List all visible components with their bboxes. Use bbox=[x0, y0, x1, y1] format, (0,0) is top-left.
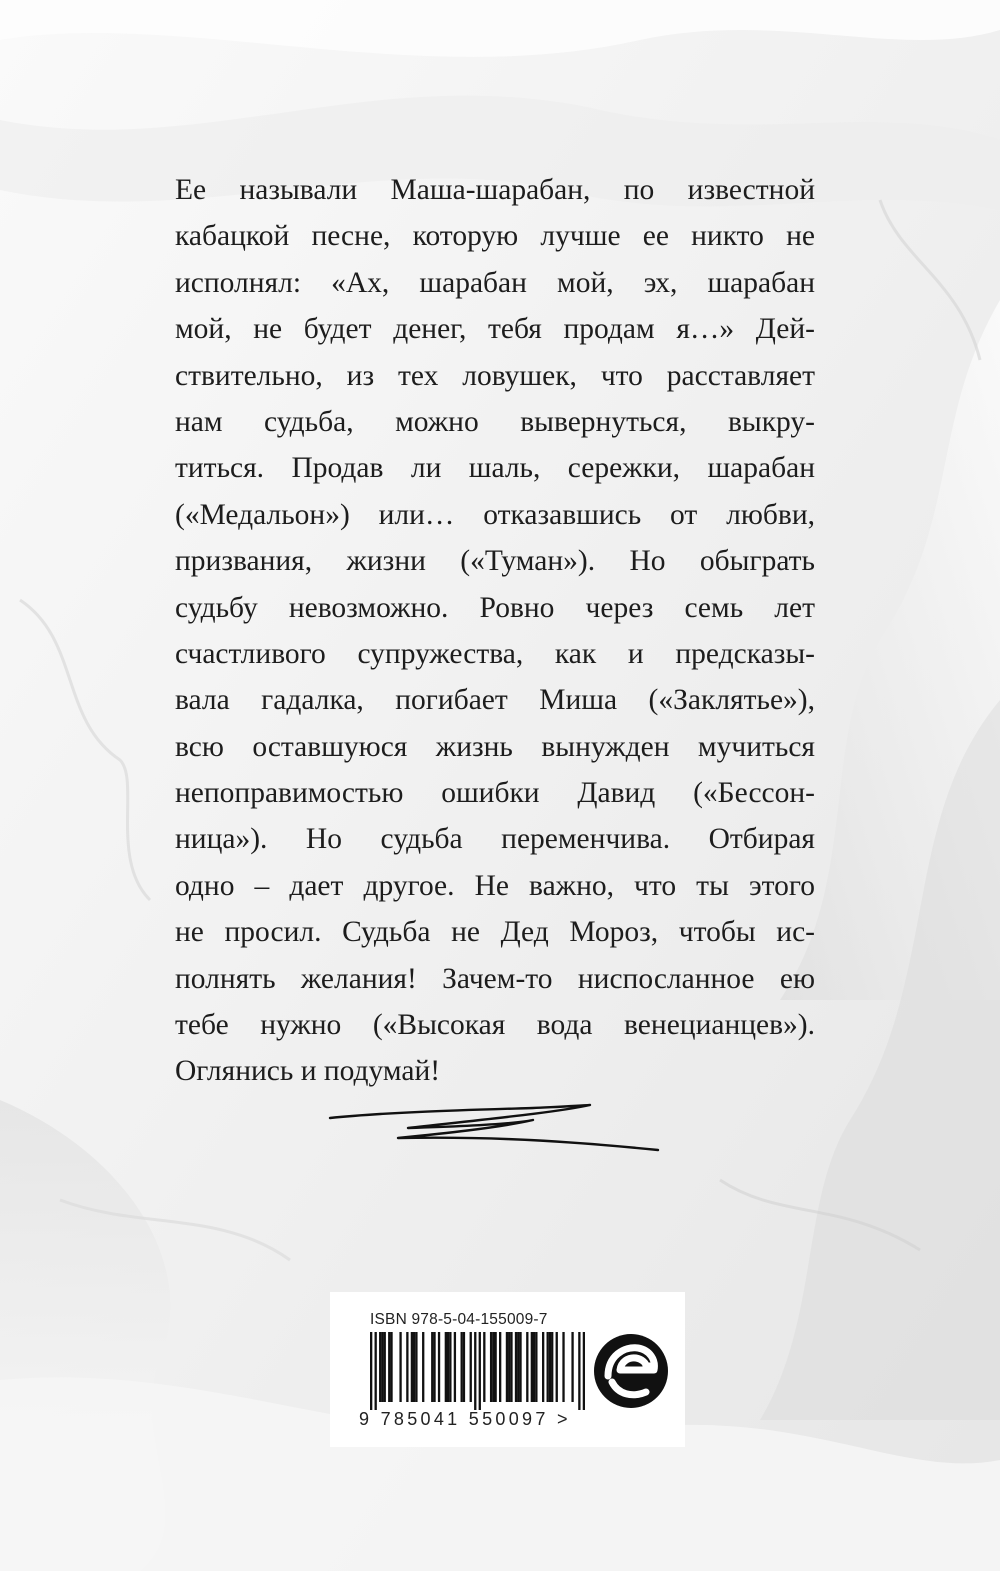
barcode-bar bbox=[551, 1332, 553, 1402]
barcode-bar bbox=[506, 1332, 508, 1402]
barcode-bar bbox=[517, 1332, 519, 1402]
annotation-text bbox=[175, 167, 815, 1095]
barcode-bar bbox=[388, 1332, 390, 1402]
barcode-bar bbox=[433, 1332, 435, 1402]
barcode-bar bbox=[375, 1332, 377, 1410]
annotation-line: непоправимостью ошибки Давид («Бессон- bbox=[175, 777, 815, 810]
barcode-bar bbox=[499, 1332, 501, 1402]
annotation-line: Оглянись и подумай! bbox=[175, 1055, 441, 1088]
barcode-bar bbox=[494, 1332, 496, 1402]
barcode-bar bbox=[578, 1332, 580, 1410]
annotation-line: всю оставшуюся жизнь вынужден мучиться bbox=[175, 730, 815, 763]
isbn-barcode-block bbox=[330, 1292, 685, 1447]
barcode-bar bbox=[474, 1332, 476, 1410]
annotation-line: одно – дает другое. Не важно, что ты этого bbox=[175, 869, 815, 902]
barcode-bar bbox=[510, 1332, 512, 1402]
annotation-line: счастливого супружества, как и предсказы- bbox=[175, 637, 815, 670]
barcode-bar bbox=[492, 1332, 494, 1402]
barcode-bar bbox=[461, 1332, 463, 1402]
annotation-line: мой, не будет денег, тебя продам я…» Дей- bbox=[175, 313, 815, 346]
barcode-bar bbox=[431, 1332, 433, 1402]
barcode-bar bbox=[535, 1332, 537, 1402]
annotation-line: полнять желания! Зачем-то ниспосланное ею bbox=[175, 962, 815, 995]
signature-flourish bbox=[328, 1090, 664, 1160]
barcode-bar bbox=[533, 1332, 535, 1402]
barcode-bar bbox=[556, 1332, 558, 1402]
annotation-line: нам судьба, можно вывернуться, выкру- bbox=[175, 405, 815, 438]
barcode-bar bbox=[515, 1332, 517, 1402]
annotation-line: титься. Продав ли шаль, сережки, шарабан bbox=[175, 452, 815, 485]
barcode-bar bbox=[413, 1332, 415, 1402]
barcode-bar bbox=[526, 1332, 528, 1402]
annotation-line: исполнял: «Ах, шарабан мой, эх, шарабан bbox=[175, 266, 815, 299]
annotation-line: («Медальон») или… отказавшись от любви, bbox=[175, 498, 815, 531]
barcode-bar bbox=[562, 1332, 564, 1402]
barcode-bar bbox=[519, 1332, 521, 1402]
barcode-bar bbox=[449, 1332, 451, 1402]
barcode-bar bbox=[445, 1332, 447, 1402]
barcode-bar bbox=[399, 1332, 401, 1402]
barcode-bar bbox=[483, 1332, 485, 1402]
barcode-bar bbox=[370, 1332, 372, 1410]
barcode-bar bbox=[454, 1332, 456, 1402]
annotation-line: судьбу невозможно. Ровно через семь лет bbox=[175, 591, 815, 624]
barcode-bar bbox=[583, 1332, 585, 1410]
barcode-bar bbox=[438, 1332, 440, 1402]
barcode-bar bbox=[463, 1332, 465, 1402]
barcode-bar bbox=[415, 1332, 417, 1402]
barcode-bar bbox=[490, 1332, 492, 1402]
barcode-bar bbox=[531, 1332, 533, 1402]
barcode-bar bbox=[384, 1332, 386, 1402]
barcode-bar bbox=[479, 1332, 481, 1410]
barcode-digits: 9 785041 550097 > bbox=[359, 1409, 571, 1429]
barcode-bar bbox=[542, 1332, 544, 1402]
barcode-bar bbox=[549, 1332, 551, 1402]
annotation-line: призвания, жизни («Туман»). Но обыграть bbox=[175, 545, 815, 578]
eksmo-logo-icon bbox=[590, 1330, 672, 1412]
annotation-line: ствительно, из тех ловушек, что расставляет bbox=[175, 359, 815, 392]
annotation-line: Ее называли Маша-шарабан, по известной bbox=[175, 174, 815, 206]
isbn-label: ISBN 978-5-04-155009-7 bbox=[370, 1311, 548, 1328]
barcode-bar bbox=[571, 1332, 573, 1402]
annotation-line: кабацкой песне, которую лучше ее никто не bbox=[175, 220, 815, 253]
barcode-bar bbox=[390, 1332, 392, 1402]
barcode-bar bbox=[508, 1332, 510, 1402]
barcode-icon bbox=[370, 1332, 585, 1410]
annotation-line: не просил. Судьба не Дед Мороз, чтобы ис- bbox=[175, 916, 815, 949]
barcode-bar bbox=[447, 1332, 449, 1402]
annotation-line: тебе нужно («Высокая вода венецианцев»). bbox=[175, 1009, 815, 1042]
barcode-bar bbox=[406, 1332, 408, 1402]
barcode-bar bbox=[381, 1332, 383, 1402]
barcode-bar bbox=[379, 1332, 381, 1402]
annotation-line: ница»). Но судьба переменчива. Отбирая bbox=[175, 823, 815, 856]
barcode-bar bbox=[547, 1332, 549, 1402]
barcode-bar bbox=[422, 1332, 424, 1402]
annotation-line: вала гадалка, погибает Миша («Заклятье»), bbox=[175, 684, 815, 717]
barcode-bar bbox=[470, 1332, 472, 1402]
barcode-bar bbox=[411, 1332, 413, 1402]
